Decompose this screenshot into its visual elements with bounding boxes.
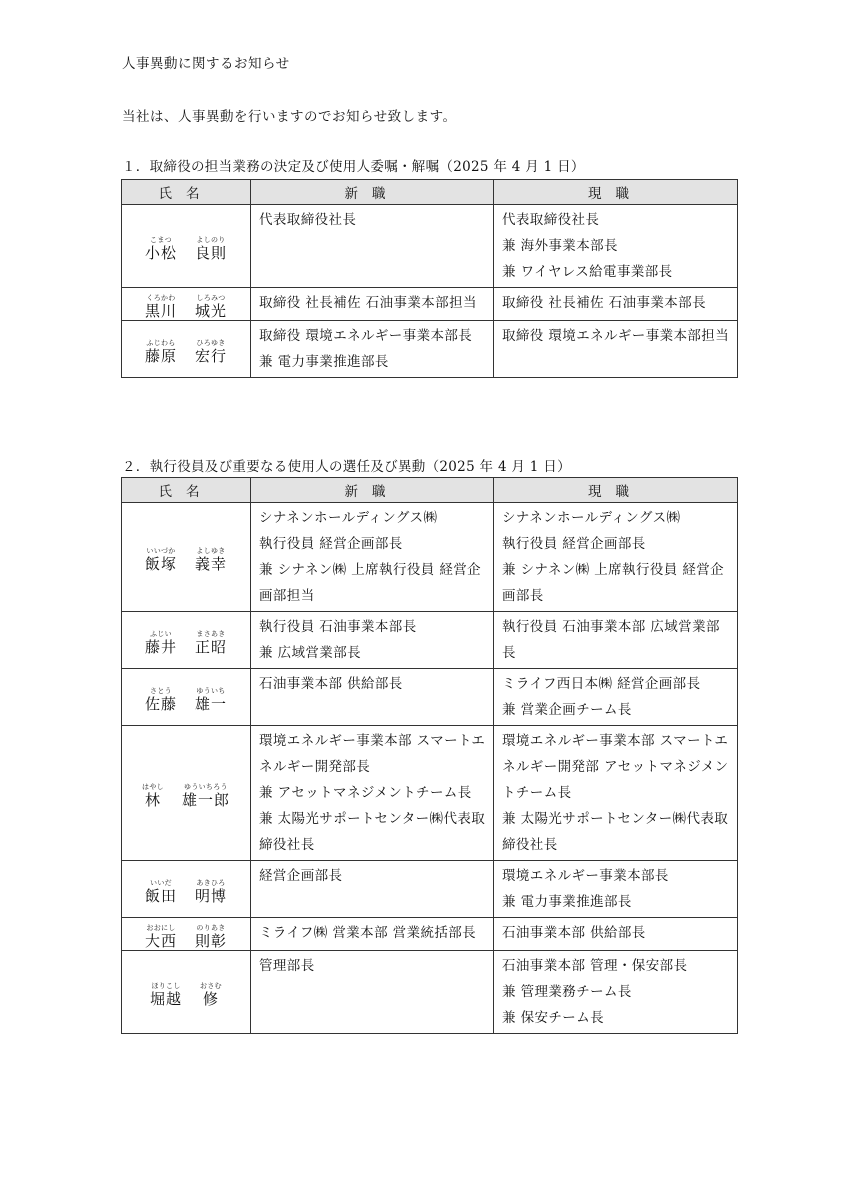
family-name-reading: いいだ <box>150 879 172 887</box>
table-row <box>122 861 738 918</box>
position-line: シナネンホールディングス㈱ <box>502 510 681 526</box>
table-row <box>122 951 738 1034</box>
new-position-cell <box>251 861 494 918</box>
family-name <box>142 783 164 809</box>
family-name-reading: くろかわ <box>146 294 176 302</box>
position-line: 兼 太陽光サポートセンター㈱代表取締役社長 <box>259 811 486 853</box>
family-name-reading: おおにし <box>146 924 176 932</box>
given-name-kanji: 宏行 <box>195 347 228 365</box>
person-name-cell <box>122 861 251 918</box>
person-name-cell <box>122 321 251 378</box>
current-position-cell <box>494 205 738 288</box>
given-name-kanji: 明博 <box>195 887 228 905</box>
table-row <box>122 503 738 612</box>
new-position-cell <box>251 612 494 669</box>
given-name-reading: よしゆき <box>196 547 226 555</box>
position-line: 環境エネルギー事業本部長 <box>502 868 669 884</box>
position-line: 環境エネルギー事業本部 スマートエネルギー開発部 アセットマネジメントチーム長 <box>502 733 729 801</box>
new-position-cell <box>251 503 494 612</box>
position-line: 石油事業本部 管理・保安部長 <box>502 958 688 974</box>
table-row <box>122 288 738 321</box>
position-line: 執行役員 石油事業本部長 <box>259 619 417 635</box>
given-name-reading: ゆういちろう <box>184 783 228 791</box>
position-line: 兼 シナネン㈱ 上席執行役員 経営企画部担当 <box>259 562 482 604</box>
position-line: 執行役員 経営企画部長 <box>502 536 646 552</box>
given-name-kanji: 雄一 <box>195 695 228 713</box>
position-line: 兼 電力事業推進部長 <box>502 894 632 910</box>
current-position-cell <box>494 321 738 378</box>
header-current-position: 現職 <box>494 180 738 205</box>
given-name-kanji: 雄一郎 <box>181 791 230 809</box>
table-header-row <box>122 180 738 205</box>
family-name-kanji: 大西 <box>144 932 177 950</box>
officers-table <box>121 477 738 1034</box>
given-name-kanji: 義幸 <box>195 555 228 573</box>
family-name <box>145 236 177 262</box>
position-line: 兼 シナネン㈱ 上席執行役員 経営企画部長 <box>502 562 725 604</box>
table-header-row <box>122 478 738 503</box>
header-name: 氏名 <box>122 180 251 205</box>
position-line: 兼 太陽光サポートセンター㈱代表取締役社長 <box>502 811 729 853</box>
person-name <box>145 879 227 905</box>
current-position-cell <box>494 612 738 669</box>
given-name <box>195 879 227 905</box>
family-name-kanji: 飯塚 <box>144 555 177 573</box>
family-name-reading: さとう <box>150 687 172 695</box>
family-name-reading: ほりこし <box>151 982 181 990</box>
person-name <box>145 339 227 365</box>
given-name <box>182 783 230 809</box>
family-name <box>145 687 177 713</box>
current-position-cell <box>494 669 738 726</box>
given-name <box>195 687 227 713</box>
given-name-kanji: 修 <box>202 990 219 1008</box>
current-position-cell <box>494 288 738 321</box>
position-line: 取締役 社長補佐 石油事業本部担当 <box>259 295 477 311</box>
family-name <box>145 547 177 573</box>
position-line: 執行役員 経営企画部長 <box>259 536 403 552</box>
given-name-reading: しろみつ <box>196 294 226 302</box>
person-name-cell <box>122 205 251 288</box>
intro-text: 当社は、人事異動を行いますのでお知らせ致します。 <box>122 109 457 125</box>
family-name <box>145 294 177 320</box>
current-position-cell <box>494 951 738 1034</box>
section1-heading: １．取締役の担当業務の決定及び使用人委嘱・解嘱（2025 年 4 月 1 日） <box>122 159 585 175</box>
family-name <box>150 982 182 1008</box>
given-name <box>195 547 227 573</box>
position-line: ミライフ㈱ 営業本部 営業統括部長 <box>259 925 477 941</box>
section2-heading: ２．執行役員及び重要なる使用人の選任及び異動（2025 年 4 月 1 日） <box>122 459 571 475</box>
new-position-cell <box>251 951 494 1034</box>
new-position-cell <box>251 726 494 861</box>
position-line: 兼 保安チーム長 <box>502 1010 604 1026</box>
person-name <box>145 294 227 320</box>
table-row <box>122 205 738 288</box>
position-line: 執行役員 石油事業本部 広域営業部長 <box>502 619 720 661</box>
position-line: 兼 電力事業推進部長 <box>259 354 389 370</box>
given-name <box>195 339 227 365</box>
given-name-reading: まさあき <box>196 630 226 638</box>
family-name-reading: はやし <box>142 783 164 791</box>
document-title: 人事異動に関するお知らせ <box>122 56 290 72</box>
position-line: 兼 営業企画チーム長 <box>502 702 632 718</box>
person-name <box>145 630 227 656</box>
person-name-cell <box>122 951 251 1034</box>
position-line: 取締役 環境エネルギー事業本部担当 <box>502 328 730 344</box>
given-name-reading: よしのり <box>196 236 226 244</box>
family-name-kanji: 小松 <box>144 244 177 262</box>
given-name <box>195 924 227 950</box>
position-line: 管理部長 <box>259 958 315 974</box>
given-name-reading: のりあき <box>196 924 226 932</box>
given-name-kanji: 城光 <box>195 302 228 320</box>
family-name <box>145 879 177 905</box>
position-line: 兼 ワイヤレス給電事業部長 <box>502 264 673 280</box>
family-name-reading: ふじい <box>150 630 172 638</box>
given-name-kanji: 正昭 <box>195 638 228 656</box>
family-name <box>145 924 177 950</box>
position-line: 代表取締役社長 <box>259 212 357 228</box>
given-name-reading: ゆういち <box>196 687 226 695</box>
current-position-cell <box>494 503 738 612</box>
new-position-cell <box>251 205 494 288</box>
person-name <box>145 236 227 262</box>
family-name-kanji: 堀越 <box>150 990 183 1008</box>
current-position-cell <box>494 726 738 861</box>
table-row <box>122 321 738 378</box>
current-position-cell <box>494 861 738 918</box>
new-position-cell <box>251 321 494 378</box>
given-name-reading: おさむ <box>200 982 222 990</box>
position-line: 兼 アセットマネジメントチーム長 <box>259 785 472 801</box>
table-row <box>122 918 738 951</box>
new-position-cell <box>251 918 494 951</box>
header-new-position: 新職 <box>251 478 494 503</box>
person-name <box>145 547 227 573</box>
person-name-cell <box>122 503 251 612</box>
family-name <box>145 339 177 365</box>
header-current-position: 現職 <box>494 478 738 503</box>
table-row <box>122 612 738 669</box>
table-row <box>122 669 738 726</box>
directors-table <box>121 179 738 378</box>
family-name-reading: こまつ <box>150 236 172 244</box>
table-row <box>122 726 738 861</box>
given-name <box>200 982 222 1008</box>
given-name <box>195 236 227 262</box>
person-name <box>142 783 230 809</box>
position-line: 兼 海外事業本部長 <box>502 238 618 254</box>
position-line: 石油事業本部 供給部長 <box>259 676 403 692</box>
position-line: 兼 広域営業部長 <box>259 645 361 661</box>
given-name-kanji: 良則 <box>195 244 228 262</box>
person-name-cell <box>122 669 251 726</box>
person-name <box>145 924 227 950</box>
person-name <box>150 982 222 1008</box>
position-line: 代表取締役社長 <box>502 212 600 228</box>
position-line: 経営企画部長 <box>259 868 343 884</box>
header-new-position: 新職 <box>251 180 494 205</box>
family-name-kanji: 藤井 <box>144 638 177 656</box>
new-position-cell <box>251 288 494 321</box>
header-name: 氏名 <box>122 478 251 503</box>
person-name-cell <box>122 726 251 861</box>
family-name-reading: ふじわら <box>146 339 176 347</box>
family-name-kanji: 藤原 <box>144 347 177 365</box>
position-line: シナネンホールディングス㈱ <box>259 510 438 526</box>
family-name-kanji: 佐藤 <box>144 695 177 713</box>
family-name-kanji: 林 <box>144 791 161 809</box>
family-name-kanji: 飯田 <box>144 887 177 905</box>
position-line: 取締役 社長補佐 石油事業本部長 <box>502 295 706 311</box>
position-line: 兼 管理業務チーム長 <box>502 984 632 1000</box>
given-name-kanji: 則彰 <box>195 932 228 950</box>
position-line: ミライフ西日本㈱ 経営企画部長 <box>502 676 701 692</box>
new-position-cell <box>251 669 494 726</box>
person-name-cell <box>122 918 251 951</box>
given-name <box>195 630 227 656</box>
position-line: 取締役 環境エネルギー事業本部長 <box>259 328 473 344</box>
given-name <box>195 294 227 320</box>
position-line: 環境エネルギー事業本部 スマートエネルギー開発部長 <box>259 733 486 775</box>
person-name-cell <box>122 288 251 321</box>
given-name-reading: ひろゆき <box>196 339 226 347</box>
person-name <box>145 687 227 713</box>
current-position-cell <box>494 918 738 951</box>
family-name-kanji: 黒川 <box>144 302 177 320</box>
family-name <box>145 630 177 656</box>
family-name-reading: いいづか <box>146 547 176 555</box>
position-line: 石油事業本部 供給部長 <box>502 925 646 941</box>
given-name-reading: あきひろ <box>196 879 226 887</box>
person-name-cell <box>122 612 251 669</box>
